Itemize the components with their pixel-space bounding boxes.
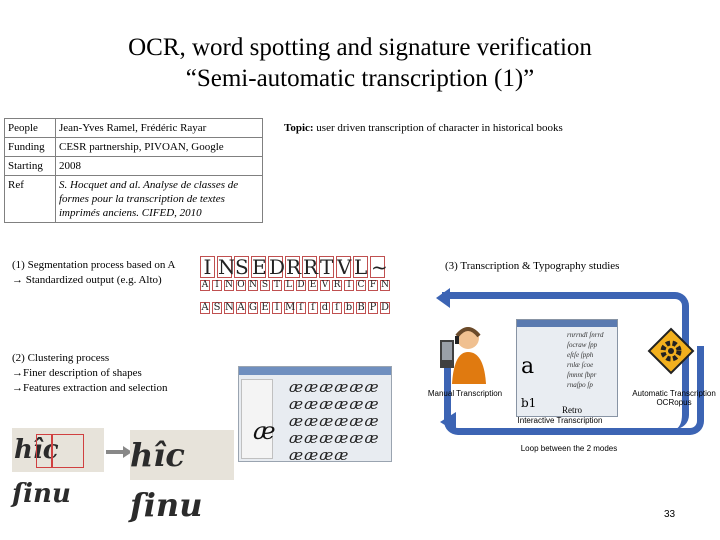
project-info-table (4, 118, 263, 223)
clustering-caption-line-1: (2) Clustering process (12, 352, 110, 364)
cluster-glyph-grid (289, 379, 389, 464)
loop-arrowhead-icon (434, 286, 458, 310)
segmentation-caption-line-1: (1) Segmentation process based on A (12, 259, 176, 271)
info-key: Starting (5, 157, 56, 176)
letter-glyph: R (303, 255, 319, 279)
letters-row-2 (200, 280, 390, 291)
segmented-letters-image (200, 254, 390, 324)
interactive-transcription-label: Interactive Transcription (517, 416, 603, 425)
word-image-before (12, 428, 104, 509)
letter-glyph: T (320, 255, 334, 279)
info-key: Funding (5, 138, 56, 157)
letter-glyph: G (249, 302, 257, 313)
letter-glyph: O (237, 280, 245, 290)
automatic-transcription-line-2: OCRopus (656, 398, 692, 407)
letter-glyph: V (337, 255, 352, 279)
letter-glyph: R (286, 255, 302, 279)
info-value: 2008 (56, 157, 263, 176)
info-value: Jean-Yves Ramel, Frédéric Rayar (56, 119, 263, 138)
clustering-caption-line-2: →Finer description of shapes (12, 367, 142, 379)
letter-glyph: C (357, 280, 365, 290)
letter-glyph: R (333, 280, 341, 290)
letter-glyph: ſ (296, 302, 306, 314)
cluster-glyph-row: ææææ (289, 446, 350, 464)
letter-glyph: ~ (371, 255, 388, 279)
cluster-glyph-row: ææææææ (289, 395, 380, 413)
letter-glyph: N (225, 280, 233, 290)
segmentation-caption (12, 258, 175, 288)
letter-glyph: I (200, 256, 215, 278)
segmentation-caption-line-2: → Standardized output (e.g. Alto) (12, 274, 162, 286)
retro-label: Retro (562, 405, 582, 415)
topic-description: user driven transcription of character in historical books (313, 122, 563, 134)
letter-glyph: D (297, 280, 305, 290)
letter-glyph: N (249, 280, 257, 290)
current-glyph-2: b1 (521, 396, 537, 410)
letter-glyph: E (261, 302, 269, 313)
letter-glyph: D (269, 255, 286, 279)
letter-glyph: S (235, 255, 249, 279)
letter-glyph: B (357, 302, 365, 313)
manual-transcription-label: Manual Transcription (427, 389, 503, 398)
glyph-tile-row: ſocraw ſpp (567, 341, 598, 349)
topic-label: Topic: (284, 122, 314, 134)
letters-row-1 (200, 255, 388, 279)
letter-glyph: I (344, 280, 354, 291)
info-row-people (5, 119, 263, 138)
letter-glyph: ſ (332, 302, 342, 314)
letter-glyph: T (273, 280, 280, 290)
letter-glyph: I (212, 280, 222, 291)
letter-glyph: S (213, 302, 221, 313)
letter-glyph: N (225, 302, 234, 313)
retro-interface-screenshot (516, 319, 618, 417)
screenshot-titlebar (239, 367, 391, 375)
letter-glyph: L (354, 255, 368, 279)
letter-glyph: V (321, 280, 329, 290)
letter-glyph: I (272, 302, 282, 314)
loop-label: Loop between the 2 modes (520, 444, 618, 453)
loop-arrowhead-icon (438, 412, 458, 434)
automatic-transcription-label (628, 389, 720, 407)
current-glyph: a (521, 354, 535, 379)
letter-glyph: ſ (308, 302, 318, 314)
slide-title (0, 32, 720, 94)
letter-glyph: D (381, 302, 390, 313)
word-image-after (130, 430, 234, 524)
user-headset-icon (440, 322, 486, 388)
glyph-tile-row: rnaſpo ſp (567, 381, 593, 389)
glyph-tile-row: rnlæ ſcoe (567, 361, 594, 369)
letter-glyph: b (345, 302, 353, 313)
title-line-1: OCR, word spotting and signature verification (128, 34, 592, 61)
letters-row-3 (200, 302, 390, 314)
letter-glyph: A (201, 302, 209, 313)
info-row-funding (5, 138, 263, 157)
letter-glyph: A (201, 280, 209, 290)
gear-warning-icon (648, 328, 694, 374)
letter-glyph: S (261, 280, 269, 290)
letter-glyph: E (252, 255, 267, 279)
segmentation-box (36, 434, 52, 468)
transcription-caption: (3) Transcription & Typography studies (445, 260, 620, 272)
glyph-tile-row: eſtſe ſpph (567, 351, 594, 359)
info-key: Ref (5, 176, 56, 223)
clustering-screenshot (238, 366, 392, 462)
info-row-ref (5, 176, 263, 223)
screenshot-titlebar (517, 320, 617, 327)
cluster-prototype-glyph: æ (253, 417, 276, 445)
clustering-caption-line-3: →Features extraction and selection (12, 382, 168, 394)
topic-text (284, 122, 563, 134)
letter-glyph: M (285, 302, 296, 313)
cluster-glyph-row: ææææææ (289, 412, 380, 430)
letter-glyph: A (237, 302, 245, 313)
info-key: People (5, 119, 56, 138)
letter-glyph: N (218, 255, 236, 279)
letter-glyph: N (381, 280, 389, 290)
glyph-tile-row: ſmnnt ſbpr (567, 371, 597, 379)
clustering-caption (12, 351, 167, 396)
page-number: 33 (664, 509, 676, 520)
title-line-2: “Semi-automatic transcription (1)” (185, 65, 535, 92)
word-after-text: hîc ſinu (130, 436, 203, 524)
automatic-transcription-line-1: Automatic Transcription (632, 389, 716, 398)
glyph-tiles (567, 330, 613, 390)
letter-glyph: P (369, 302, 377, 313)
letter-glyph: E (309, 280, 317, 290)
glyph-tile-row: rnrrndl ſnrrd (567, 331, 604, 339)
segmentation-box (52, 434, 84, 468)
cluster-glyph-row: ææææææ (289, 429, 380, 447)
cluster-glyph-row: ææææææ (289, 378, 380, 396)
info-value: CESR partnership, PIVOAN, Google (56, 138, 263, 157)
letter-glyph: d (321, 302, 329, 313)
info-row-starting (5, 157, 263, 176)
letter-glyph: F (369, 280, 377, 290)
letter-glyph: L (284, 280, 294, 291)
word-before-text: hîc ſinu (12, 435, 71, 509)
arrow-right-icon (106, 446, 132, 458)
info-value: S. Hocquet and al. Analyse de classes de formes pour la transcription de textes imprimés anciens. CIFED, 2010 (56, 176, 263, 223)
